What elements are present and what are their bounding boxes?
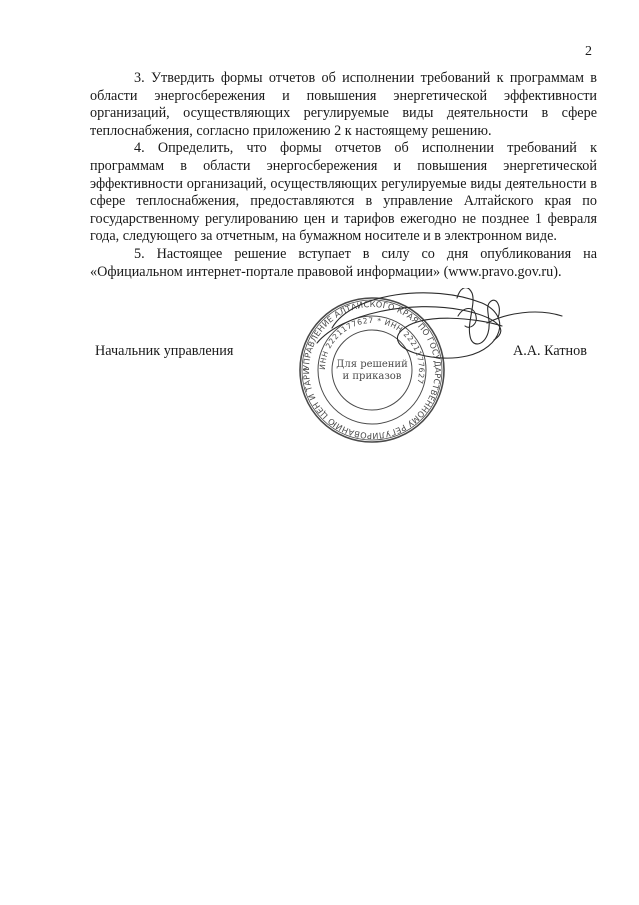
stamp-center-line-1: Для решений: [336, 359, 408, 370]
signature-block: [0, 298, 639, 470]
document-body: [90, 70, 597, 281]
stamp-inner-text: ИНН 2221177627 * ИНН 2221177627: [317, 315, 427, 386]
official-stamp: [262, 288, 612, 463]
paragraph-item-4: 4. Определить, что формы отчетов об исполнении требований к программам в области энергосбережения и повышения энергетической эффективности организаций, осуществляющих регулируемые виды деятельности в сфере теплоснабжения, предоставляются в управление Алтайского края по государственному регулированию цен и тарифов ежегодно не позднее 1 февраля года, следующего за отчетным, на бумажном носителе и в электронном виде.: [90, 140, 597, 245]
page-number: 2: [585, 44, 592, 59]
signer-name: А.А. Катнов: [513, 343, 587, 359]
stamp-seal-icon: [262, 288, 612, 463]
paragraph-item-5: 5. Настоящее решение вступает в силу со дня опубликования на «Официальном интернет-портале правовой информации» (www.pravo.gov.ru).: [90, 245, 597, 280]
stamp-outer-text: УПРАВЛЕНИЕ АЛТАЙСКОГО КРАЯ ПО ГОСУДАРСТВЕННОМУ РЕГУЛИРОВАНИЮ ЦЕН И ТАРИ: [300, 298, 444, 442]
paragraph-item-3: 3. Утвердить формы отчетов об исполнении требований к программам в области энергосбережения и повышения энергетической эффективности организаций, осуществляющих регулируемые виды деятельности в сфере теплоснабжения, согласно приложению 2 к настоящему решению.: [90, 70, 597, 139]
signer-position: Начальник управления: [95, 343, 234, 359]
stamp-center-line-2: и приказов: [342, 371, 402, 382]
